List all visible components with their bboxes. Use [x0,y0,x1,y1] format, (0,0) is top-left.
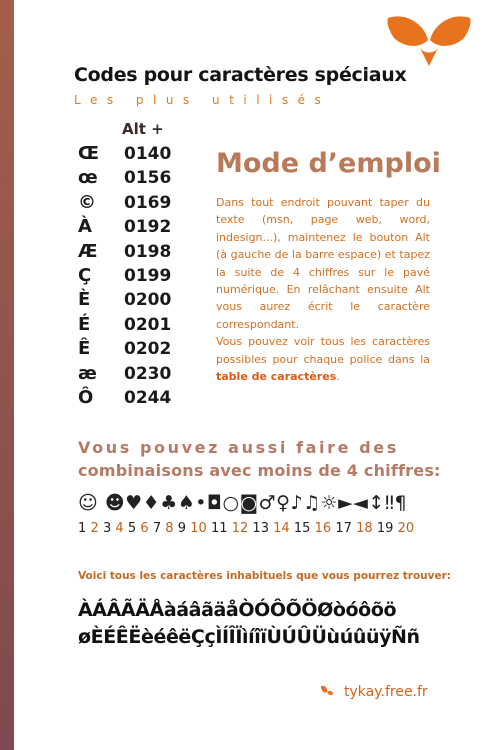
special-character: æ [78,362,97,384]
special-character: © [78,191,96,213]
short-code-number: 14 [273,521,290,536]
short-code-number: 6 [140,521,149,536]
short-code-number: 16 [314,521,332,536]
butterfly-logo-icon [384,10,474,72]
short-code-number: 8 [165,521,174,536]
website-link[interactable]: tykay.free.fr [344,684,428,700]
special-character: Æ [78,240,98,262]
special-character: Œ [78,143,100,164]
special-character: Ç [78,264,92,286]
alt-code: 0169 [124,192,172,213]
special-character: Ô [78,386,94,408]
side-bar [0,0,14,750]
mode-emploi-text [216,194,430,385]
short-code-number: 20 [397,521,415,536]
footer [320,684,428,700]
short-code-number: 9 [177,521,187,536]
short-code-number: 10 [190,521,207,536]
short-code-number: 13 [252,521,269,536]
special-character: œ [78,167,98,189]
page-subtitle: Les plus utilisés [74,93,331,107]
butterfly-bullet-icon [320,685,334,697]
short-code-number: 5 [127,521,137,536]
alt-code: 0192 [124,217,172,238]
charset-block [78,597,420,651]
combinations-heading [78,436,446,482]
alt-code: 0198 [124,241,172,262]
short-code-number: 15 [293,521,311,536]
special-character: À [78,216,92,238]
alt-code: 0200 [124,290,172,311]
short-code-number: 1 [78,521,87,536]
alt-code: 0201 [124,314,172,335]
short-code-numbers [78,521,418,536]
combinations-heading-line2: combinaisons avec moins de 4 chiffres: [78,461,441,480]
short-code-number: 19 [376,521,394,536]
short-code-number: 18 [356,521,373,536]
short-code-number: 4 [115,521,124,536]
special-character: Ê [78,338,91,360]
mode-emploi-title: Mode d’emploi [216,148,441,179]
special-character: É [78,313,91,335]
charset-line-1: ÀÁÂÃÄÅàáâãäåÒÓÔÕÖØòóôõö [78,599,397,621]
short-code-number: 3 [102,521,112,536]
alt-code: 0244 [124,387,172,408]
alt-code: 0202 [124,339,172,360]
period: . [336,370,340,384]
charset-line-2: øÈÉÊËèéêëÇçÌÍÎÏìíîïÙÚÛÜùúûüÿÑñ [78,626,420,648]
short-code-number: 17 [335,521,352,536]
short-code-number: 7 [152,521,162,536]
alt-header: Alt + [122,120,164,138]
charset-intro: Voici tous les caractères inhabituels que vous pourrez trouver: [78,570,451,582]
alt-code: 0140 [124,144,172,164]
character-map-paragraph: Vous pouvez voir tous les caractères possibles pour chaque police dans la [216,335,430,366]
page-title: Codes pour caractères spéciaux [74,64,407,86]
special-character: È [78,289,91,311]
alt-code: 0199 [124,265,172,286]
short-code-number: 2 [90,521,99,536]
character-map-link[interactable]: table de caractères [216,370,337,384]
alt-code: 0156 [124,168,172,189]
instructions-paragraph: Dans tout endroit pouvant taper du texte (msn, page web, word, indesign...), maintenez le bouton Alt (à gauche de la barre espace) et tapez la suite de 4 chiffres sur le pavé numérique. En relâchant ensuite Alt vous aurez écrit le caractère correspondant. [216,196,430,331]
short-code-number: 12 [231,521,249,536]
alt-code: 0230 [124,363,172,384]
combinations-heading-line1: Vous pouvez aussi faire des [78,438,399,457]
short-code-number: 11 [210,521,228,536]
short-code-glyphs: ☺ ☻♥♦♣♠•◘○◙♂♀♪♫☼►◄↕‼¶ [78,492,408,514]
